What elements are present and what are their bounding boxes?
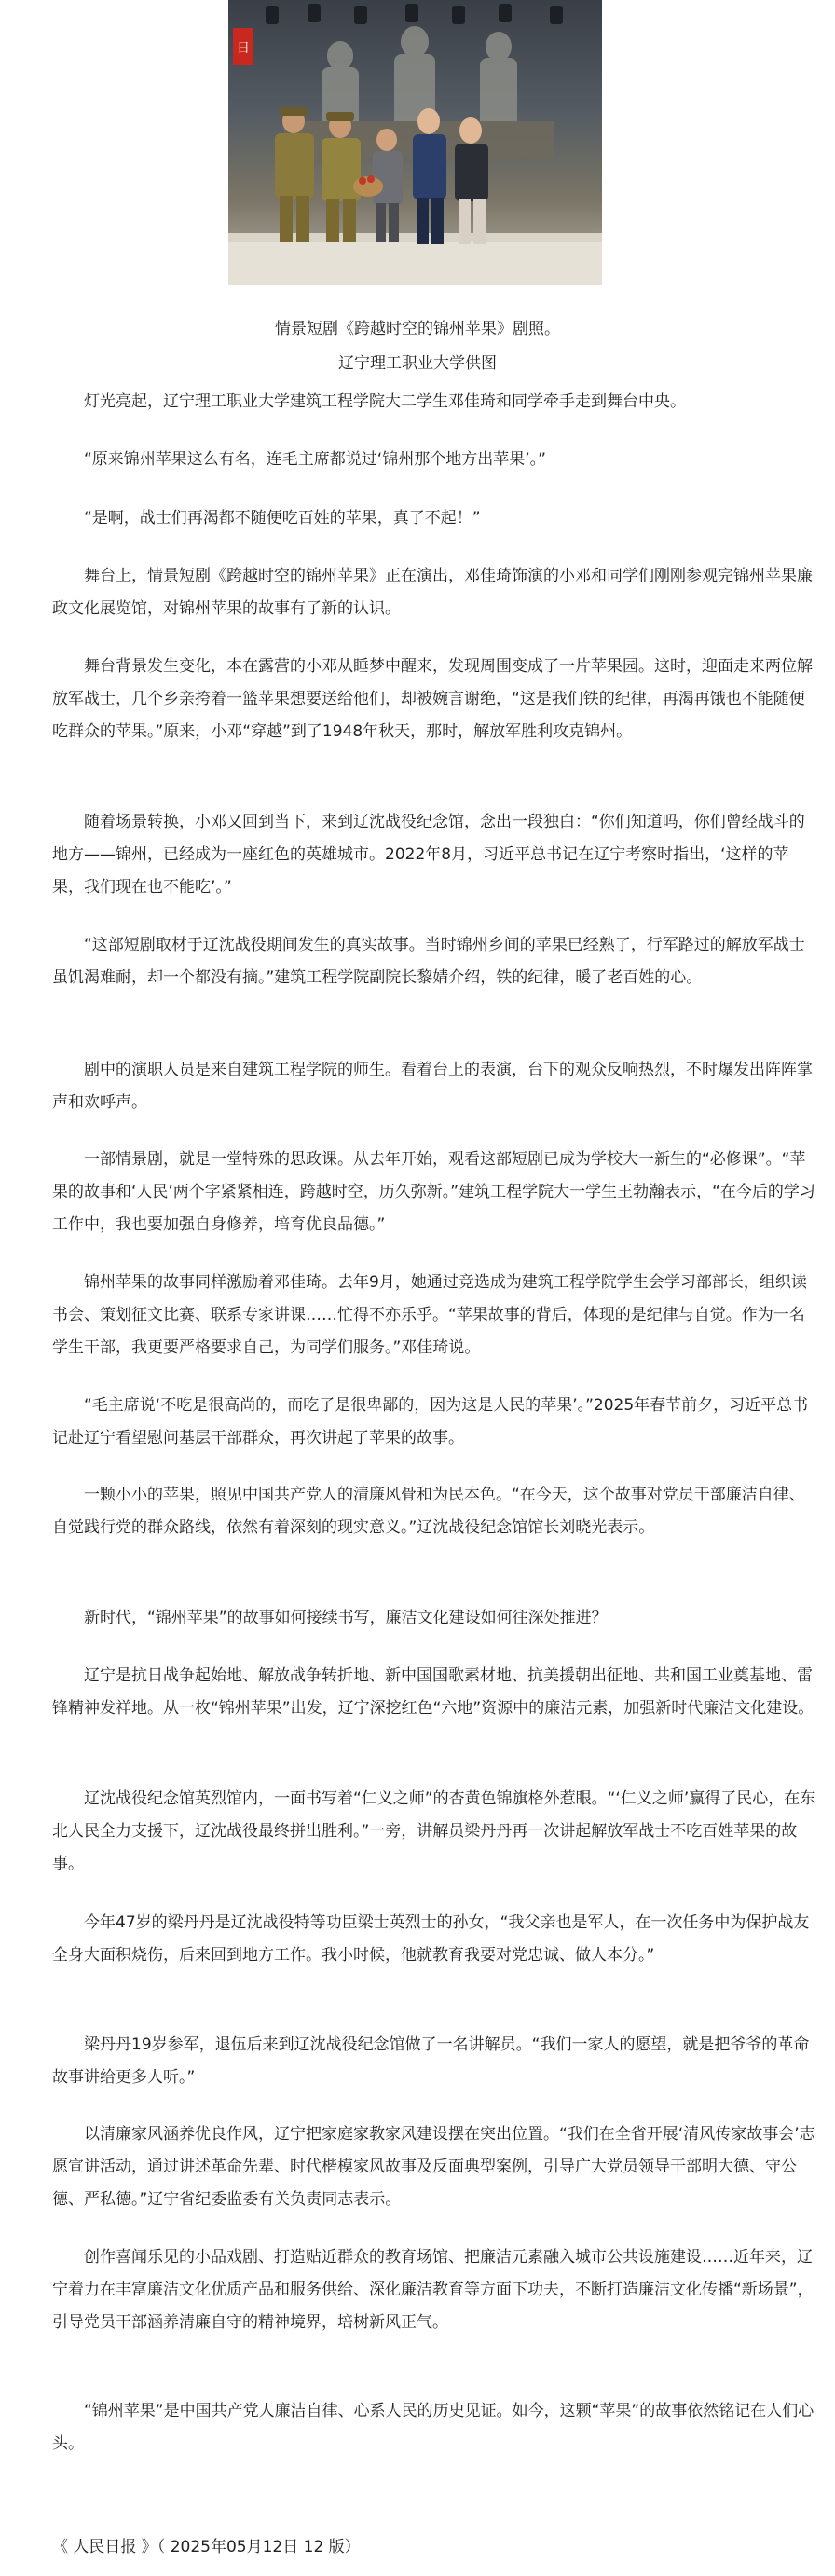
article-paragraph: 随着场景转换，小邓又回到当下，来到辽沈战役纪念馆，念出一段独白：“你们知道吗，你们曾经战斗的地方——锦州，已经成为一座红色的英雄城市。2022年8月，习近平总书记在辽宁考察时指出，‘这样的苹果，我们现在也不能吃’。” xyxy=(52,813,805,897)
article-paragraph: “锦州苹果”是中国共产党人廉洁自律、心系人民的历史见证。如今，这颗“苹果”的故事依然铭记在人们心头。 xyxy=(52,2402,814,2453)
article-paragraph: “这部短剧取材于辽沈战役期间发生的真实故事。当时锦州乡间的苹果已经熟了，行军路过的解放军战士虽饥渴难耐，却一个都没有摘。”建筑工程学院副院长黎婧介绍，铁的纪律，暖了老百姓的心。 xyxy=(52,936,805,987)
photo-caption: 情景短剧《跨越时空的锦州苹果》剧照。 xyxy=(275,320,560,338)
photo-logo-mark: 日 xyxy=(237,41,250,56)
stage-photo xyxy=(228,0,602,285)
article-paragraph: 锦州苹果的故事同样激励着邓佳琦。去年9月，她通过竞选成为建筑工程学院学生会学习部部长，组织读书会、策划征文比赛、联系专家讲课……忙得不亦乐乎。“苹果故事的背后，体现的是纪律与自觉。作为一名学生干部，我更要严格要求自己，为同学们服务。”邓佳琦说。 xyxy=(52,1273,807,1357)
article-paragraph: 创作喜闻乐见的小品戏剧、打造贴近群众的教育场馆、把廉洁元素融入城市公共设施建设……近年来，辽宁着力在丰富廉洁文化优质产品和服务供给、深化廉洁教育等方面下功夫，不断打造廉洁文化传播“新场景”，引导党员干部涵养清廉自守的精神境界，培树新风正气。 xyxy=(52,2248,814,2332)
article-paragraph: 辽宁是抗日战争起始地、解放战争转折地、新中国国歌素材地、抗美援朝出征地、共和国工业奠基地、雷锋精神发祥地。从一枚“锦州苹果”出发，辽宁深挖红色“六地”资源中的廉洁元素，加强新时代廉洁文化建设。 xyxy=(52,1666,814,1718)
article-paragraph: 舞台上，情景短剧《跨越时空的锦州苹果》正在演出，邓佳琦饰演的小邓和同学们刚刚参观完锦州苹果廉政文化展览馆，对锦州苹果的故事有了新的认识。 xyxy=(52,567,813,618)
photo-credit: 辽宁理工职业大学供图 xyxy=(338,354,497,373)
article-paragraph: 以清廉家风涵养优良作风，辽宁把家庭家教家风建设摆在突出位置。“我们在全省开展‘清风传家故事会’志愿宣讲活动，通过讲述革命先辈、时代楷模家风故事及反面典型案例，引导广大党员领导干部明大德、守公德、严私德。”辽宁省纪委监委有关负责同志表示。 xyxy=(52,2125,815,2209)
article-paragraph: 新时代，“锦州苹果”的故事如何接续书写，廉洁文化建设如何往深处推进？ xyxy=(84,1609,608,1627)
article-paragraph: “毛主席说‘不吃是很高尚的，而吃了是很卑鄙的，因为这是人民的苹果’。”2025年春节前夕，习近平总书记赴辽宁看望慰问基层干部群众，再次讲起了苹果的故事。 xyxy=(52,1396,809,1447)
article-paragraph: 一部情景剧，就是一堂特殊的思政课。从去年开始，观看这部短剧已成为学校大一新生的“必修课”。“苹果的故事和‘人民’两个字紧紧相连，跨越时空，历久弥新。”建筑工程学院大一学生王勃瀚表示，“在今后的学习工作中，我也要加强自身修养，培育优良品德。” xyxy=(52,1150,815,1234)
article-paragraph: “是啊，战士们再渴都不随便吃百姓的苹果，真了不起！” xyxy=(84,509,481,528)
article-paragraph: 辽沈战役纪念馆英烈馆内，一面书写着“仁义之师”的杏黄色锦旗格外惹眼。“‘仁义之师’赢得了民心，在东北人民全力支援下，辽沈战役最终拼出胜利。”一旁，讲解员梁丹丹再一次讲起解放军战士不吃百姓苹果的故事。 xyxy=(52,1789,816,1873)
source-line: 《 人民日报 》（ 2025年05月12日 12 版） xyxy=(52,2538,361,2556)
article-paragraph: 舞台背景发生变化，本在露营的小邓从睡梦中醒来，发现周围变成了一片苹果园。这时，迎面走来两位解放军战士，几个乡亲挎着一篮苹果想要送给他们，却被婉言谢绝，“这是我们铁的纪律，再渴再饿也不能随便吃群众的苹果。”原来，小邓“穿越”到了1948年秋天，那时，解放军胜利攻克锦州。 xyxy=(52,657,813,741)
article-paragraph: “原来锦州苹果这么有名，连毛主席都说过‘锦州那个地方出苹果’。” xyxy=(84,450,546,469)
article-paragraph: 灯光亮起，辽宁理工职业大学建筑工程学院大二学生邓佳琦和同学牵手走到舞台中央。 xyxy=(84,392,686,411)
article-paragraph: 剧中的演职人员是来自建筑工程学院的师生。看着台上的表演，台下的观众反响热烈，不时爆发出阵阵掌声和欢呼声。 xyxy=(52,1061,813,1112)
article-paragraph: 梁丹丹19岁参军，退伍后来到辽沈战役纪念馆做了一名讲解员。“我们一家人的愿望，就是把爷爷的革命故事讲给更多人听。” xyxy=(52,2035,810,2087)
article-paragraph: 今年47岁的梁丹丹是辽沈战役特等功臣梁士英烈士的孙女，“我父亲也是军人，在一次任务中为保护战友全身大面积烧伤，后来回到地方工作。我小时候，他就教育我要对党忠诚、做人本分。” xyxy=(52,1913,810,1965)
article-paragraph: 一颗小小的苹果，照见中国共产党人的清廉风骨和为民本色。“在今天，这个故事对党员干部廉洁自律、自觉践行党的群众路线，依然有着深刻的现实意义。”辽沈战役纪念馆馆长刘晓光表示。 xyxy=(52,1486,805,1537)
